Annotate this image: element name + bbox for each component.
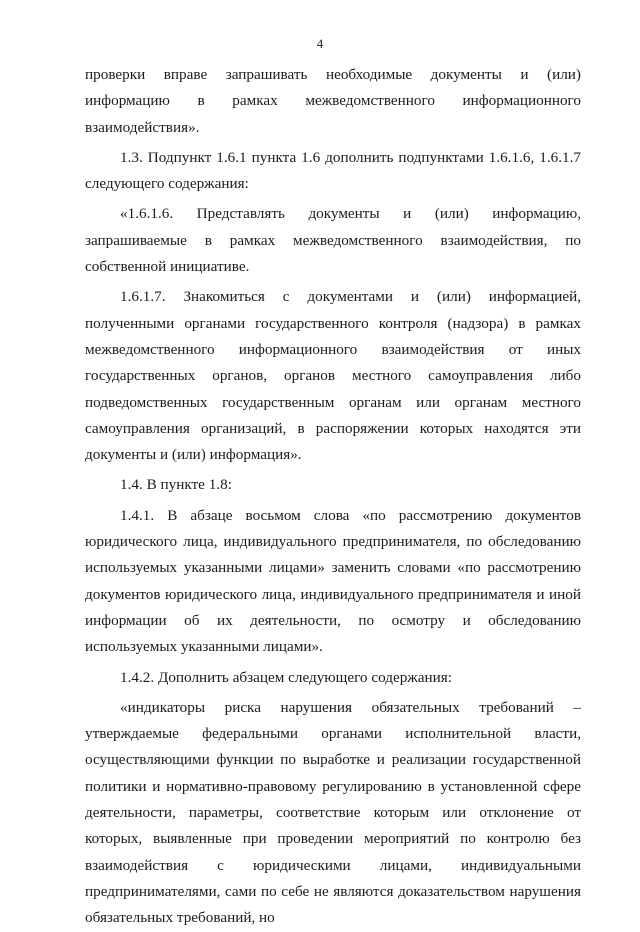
paragraph-1-6-1-7: 1.6.1.7. Знакомиться с документами и (или) информацией, полученными органами государственного контроля (надзора) в рамках межведомственного информационного взаимодействия от иных государственных органов, органов местного самоуправления либо подведомственных государственным органам или органам местного самоуправления организаций, в распоряжении которых находятся эти документы и (или) информация». — [85, 288, 581, 464]
paragraph-1-4-1: 1.4.1. В абзаце восьмом слова «по рассмотрению документов юридического лица, индивидуального предпринимателя, по обследованию используемых указанными лицами» заменить словами «по рассмотрению документов юридического лица, индивидуального предпринимателя и иной информации об их деятельности, по осмотру и обследованию используемых указанными лицами». — [85, 506, 581, 656]
page-number: 4 — [316, 36, 324, 51]
paragraph-1-3: 1.3. Подпункт 1.6.1 пункта 1.6 дополнить подпунктами 1.6.1.6, 1.6.1.7 следующего содержания: — [85, 148, 581, 193]
paragraph-1-6-1-6: «1.6.1.6. Представлять документы и (или) информацию, запрашиваемые в рамках межведомственного взаимодействия, по собственной инициативе. — [85, 205, 581, 276]
paragraph-1-4: 1.4. В пункте 1.8: — [120, 476, 232, 494]
paragraph-risk-indicators: «индикаторы риска нарушения обязательных требований – утверждаемые федеральными органами исполнительной власти, осуществляющими функции по выработке и реализации государственной политики и нормативно-правовому регулированию в установленной сфере деятельности, параметры, соответствие которым или отклонение от которых, выявленные при проведении мероприятий по контролю без взаимодействия с юридическими лицами, индивидуальными предпринимателями, сами по себе не являются доказательством нарушения обязательных требований, но — [85, 698, 581, 927]
paragraph-continuation: проверки вправе запрашивать необходимые документы и (или) информацию в рамках межведомственного информационного взаимодействия». — [85, 66, 581, 136]
document-body — [85, 62, 581, 932]
paragraph-1-4-2: 1.4.2. Дополнить абзацем следующего содержания: — [120, 668, 452, 686]
